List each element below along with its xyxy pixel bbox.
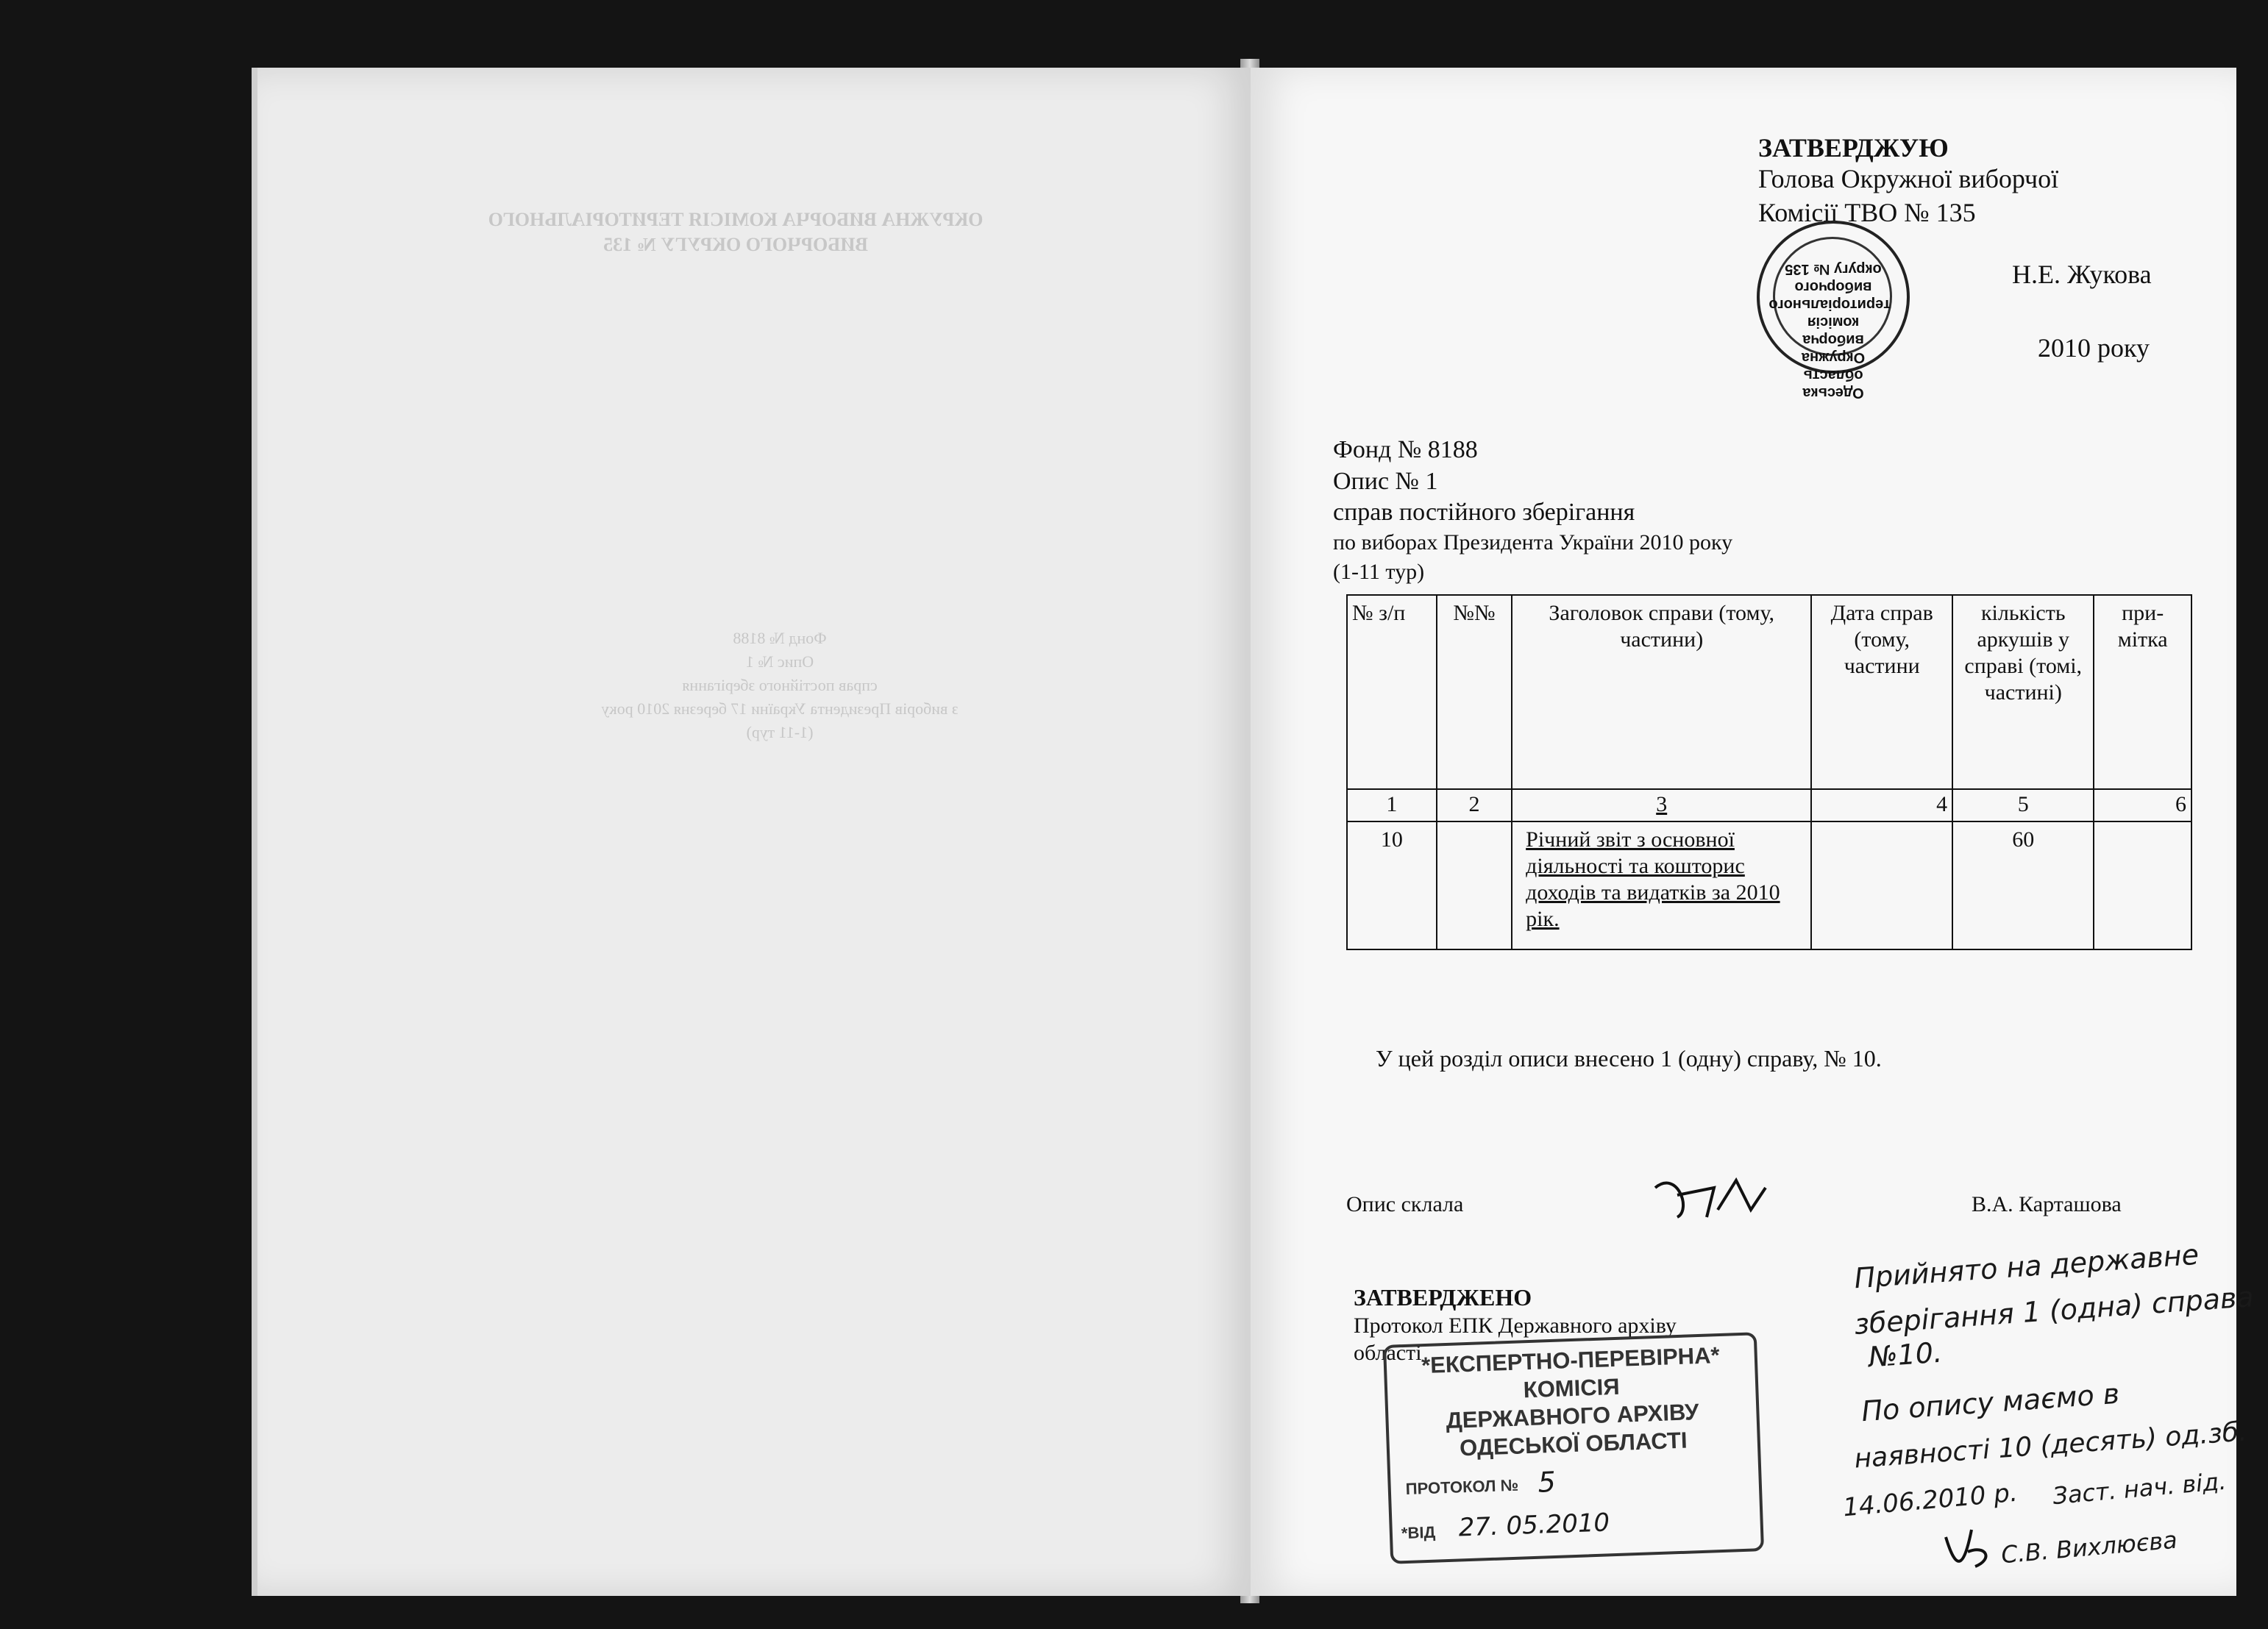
- table-number-row: [1347, 789, 2191, 821]
- approval-line2: Комісії ТВО № 135: [1758, 198, 1976, 227]
- summary-line: У цей розділ описи внесено 1 (одну) справу, № 10.: [1376, 1045, 1882, 1072]
- round-seal-text: Одеська область Окружна виборча комісія територіального виборчого округу № 135: [1768, 261, 1891, 401]
- handwritten-note-line: 14.06.2010 р.: [1841, 1477, 2019, 1523]
- elections-line: по виборах Президента України 2010 року: [1333, 530, 1733, 555]
- signature-icon: [1648, 1166, 1773, 1225]
- handwritten-note-line: С.В. Вихлюєва: [1999, 1525, 2179, 1569]
- stamp-date: 27. 05.2010: [1457, 1508, 1610, 1543]
- table-header-row: [1347, 595, 2191, 789]
- approved-line2: області: [1354, 1341, 1422, 1365]
- approval-line1: Голова Окружної виборчої: [1758, 164, 2059, 193]
- archive-commission-stamp: [1383, 1332, 1764, 1564]
- handwritten-note-line: наявності 10 (десять) од.зб.: [1853, 1416, 2248, 1475]
- table-row: [1347, 821, 2191, 949]
- row-sheets: 60: [1952, 821, 2094, 949]
- header-cell: Дата справ (тому, частини: [1811, 595, 1952, 789]
- row-nn: [1437, 821, 1512, 949]
- number-cell: 5: [1952, 789, 2094, 821]
- stamp-line: ДЕРЖАВНОГО АРХІВУ: [1446, 1399, 1699, 1434]
- ghost-line: справ постійного зберігання: [682, 676, 878, 694]
- number-cell: 6: [2094, 789, 2191, 821]
- stamp-protocol-number: 5: [1537, 1465, 1557, 1499]
- left-page: [252, 68, 1252, 1596]
- handwritten-note-line: зберігання 1 (одна) справа: [1853, 1280, 2255, 1341]
- header-cell: Заголовок справи (тому, частини): [1512, 595, 1811, 789]
- ghost-line: Опис № 1: [745, 652, 814, 671]
- ghost-line: з виборів Президента України 17 березня 2010 року: [601, 699, 959, 718]
- initials-signature-icon: [1942, 1522, 2001, 1574]
- header-cell: кількість аркушів у справі (томі, частині): [1952, 595, 2094, 789]
- approved-line1: Протокол ЕПК Державного архіву: [1354, 1313, 1677, 1338]
- stamp-protocol-label: ПРОТОКОЛ №: [1405, 1475, 1519, 1498]
- number-cell: 4: [1811, 789, 1952, 821]
- handwritten-note-line: Прийнято на державне: [1853, 1238, 2200, 1295]
- stamp-line: *ЕКСПЕРТНО-ПЕРЕВІРНА*: [1421, 1342, 1721, 1379]
- opys-number: Опис № 1: [1333, 468, 1438, 495]
- approval-year: 2010 року: [2038, 333, 2150, 363]
- approval-title: ЗАТВЕРДЖУЮ: [1758, 133, 1949, 163]
- storage-kind: справ постійного зберігання: [1333, 499, 1635, 526]
- inventory-table: [1346, 594, 2192, 950]
- row-date: [1811, 821, 1952, 949]
- ghost-line: Фонд № 8188: [733, 629, 827, 647]
- number-cell: 3: [1512, 789, 1811, 821]
- stamp-line: КОМІСІЯ: [1523, 1373, 1621, 1403]
- number-cell: 2: [1437, 789, 1512, 821]
- stamp-date-label: *ВІД: [1401, 1522, 1436, 1543]
- compiled-label: Опис склала: [1346, 1192, 1464, 1216]
- number-cell: 1: [1347, 789, 1437, 821]
- ghost-line: (1-11 тур): [746, 723, 814, 741]
- fond-number: Фонд № 8188: [1333, 436, 1478, 463]
- round-line: (1-11 тур): [1333, 560, 1425, 584]
- header-cell: № з/п: [1347, 595, 1437, 789]
- handwritten-note-line: №10.: [1867, 1336, 1944, 1374]
- handwritten-note-line: По опису маємо в: [1860, 1377, 2121, 1428]
- approved-title: ЗАТВЕРДЖЕНО: [1354, 1284, 1532, 1311]
- row-note: [2094, 821, 2191, 949]
- handwritten-note-line: Заст. нач. від.: [2051, 1466, 2228, 1511]
- header-cell: при-мітка: [2094, 595, 2191, 789]
- ghost-block: [478, 627, 1081, 744]
- header-cell: №№: [1437, 595, 1512, 789]
- compiled-name: В.А. Карташова: [1972, 1192, 2122, 1216]
- stamp-line: ОДЕСЬКОЇ ОБЛАСТІ: [1459, 1427, 1688, 1461]
- row-title: Річний звіт з основної діяльності та кошторис доходів та видатків за 2010 рік.: [1512, 821, 1811, 949]
- ghost-header: ОКРУЖНА ВИБОРЧА КОМІСІЯ ТЕРИТОРІАЛЬНОГО ВИБОРЧОГО ОКРУГУ № 135: [488, 209, 984, 255]
- round-seal: [1757, 221, 1910, 401]
- row-number: 10: [1347, 821, 1437, 949]
- approval-signer: Н.Е. Жукова: [2012, 260, 2152, 289]
